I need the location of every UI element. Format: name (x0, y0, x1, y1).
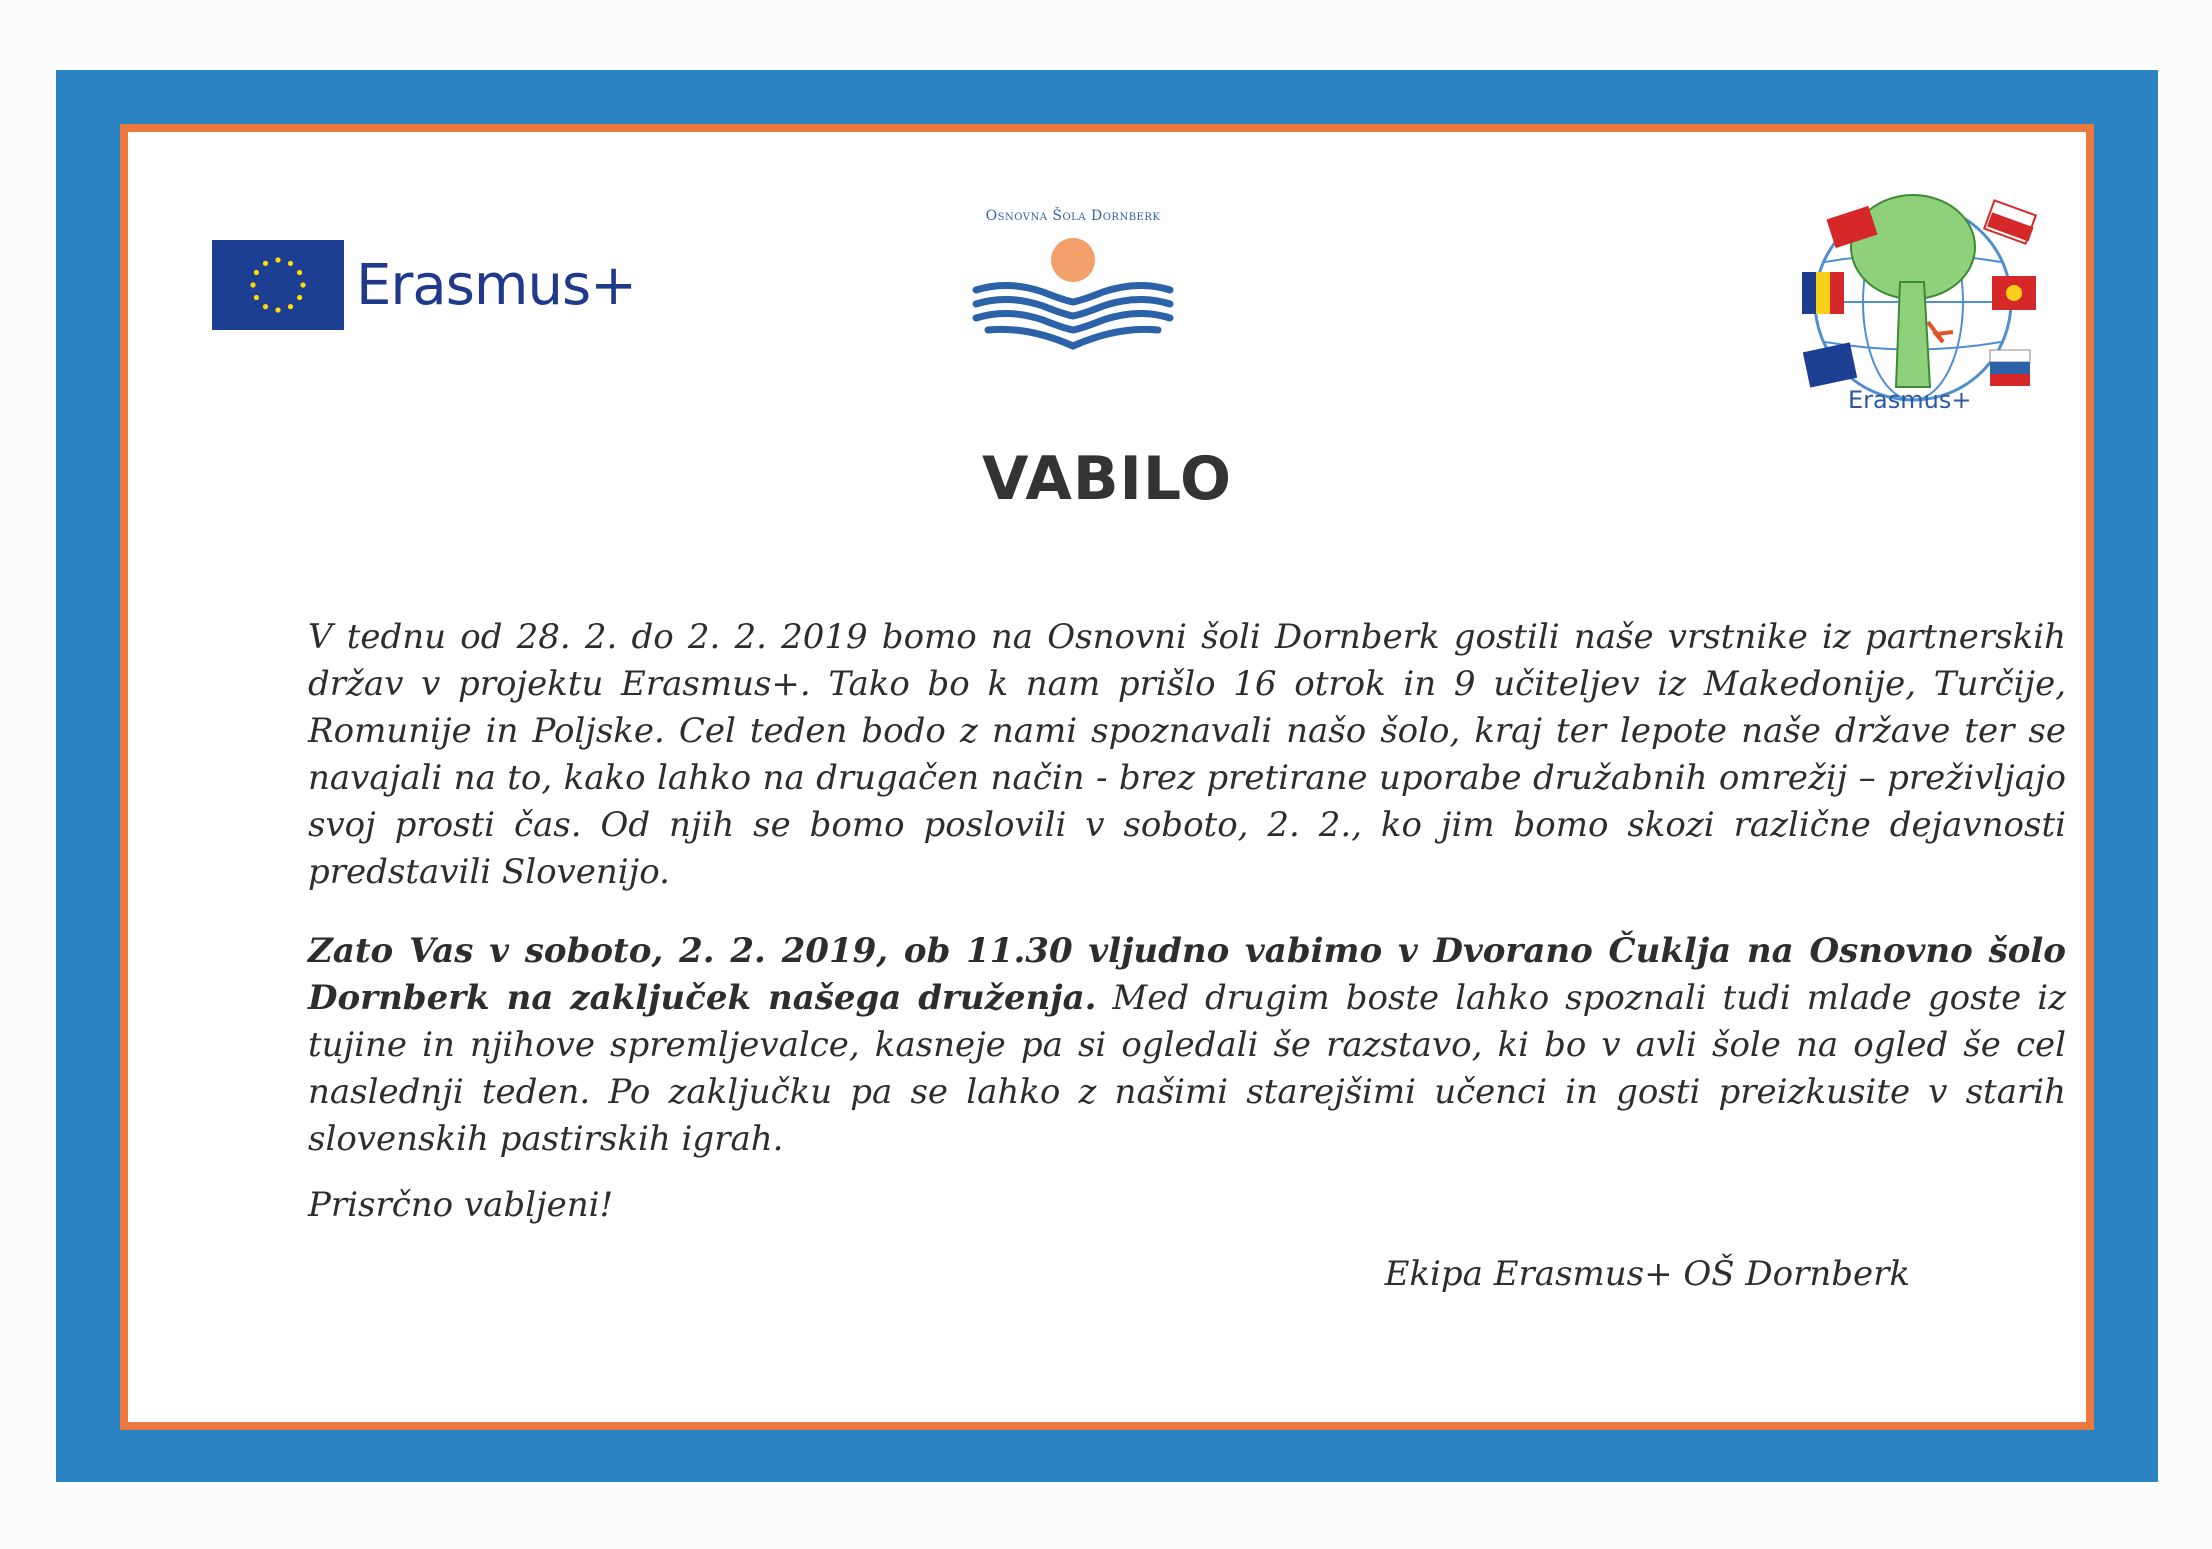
erasmus-project-globe-logo (1778, 172, 2048, 432)
invitation-details: Med drugim boste lahko spoznali tudi mlade goste iz tujine in njihove spremljevalce, kasneje pa si ogledali še razstavo, ki bo v avli šole na ogled še cel naslednji teden. Po zaključku pa se lahko z našimi starejšimi učenci in gosti preizkusite v starih slovenskih pastirskih igrah. (308, 978, 2067, 1159)
erasmus-wordmark: Erasmus+ (356, 252, 637, 318)
open-book-sun-icon (968, 230, 1178, 350)
closing-line: Prisrčno vabljeni! (308, 1185, 614, 1225)
invitation-paragraph-2 (308, 928, 2066, 1163)
orange-border (120, 124, 2094, 1430)
eu-flag-icon (212, 240, 344, 330)
signature: Ekipa Erasmus+ OŠ Dornberk (1384, 1254, 1910, 1294)
svg-text:Erasmus+: Erasmus+ (1848, 386, 1972, 414)
school-logo (968, 208, 1178, 355)
invitation-paragraph-1: V tednu od 28. 2. do 2. 2. 2019 bomo na Osnovni šoli Dornberk gostili naše vrstnike iz partnerskih držav v projektu Erasmus+. Tako bo k nam prišlo 16 otrok in 9 učiteljev iz Makedonije, Turčije, Romunije in Poljske. Cel teden bodo z nami spoznavali našo šolo, kraj ter lepote naše države ter se navajali na to, kako lahko na drugačen način - brez pretirane uporabe družabnih omrežij – preživljajo svoj prosti čas. Od njih se bomo poslovili v soboto, 2. 2., ko jim bomo skozi različne dejavnosti predstavili Slovenijo. (308, 617, 2066, 892)
invitation-highlight: Zato Vas v soboto, 2. 2. 2019, ob 11.30 vljudno vabimo v Dvorano Čuklja na Osnovno šolo Dornberk na zaključek našega druženja. (308, 931, 2066, 1018)
erasmus-plus-logo (212, 240, 636, 330)
outer-blue-border (56, 70, 2158, 1482)
document-content (128, 132, 2086, 1422)
invitation-title: VABILO (982, 444, 1232, 514)
school-name: Osnovna Šola Dornberk (985, 208, 1161, 224)
